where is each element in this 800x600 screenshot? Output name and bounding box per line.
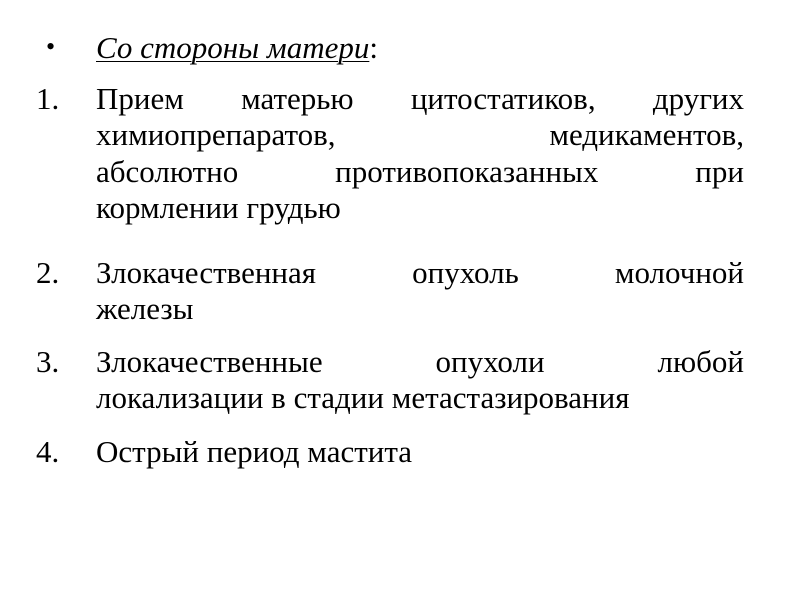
text-line: Прием матерью цитостатиков, других xyxy=(96,81,744,116)
text-line: кормлении грудью xyxy=(96,189,341,225)
list-item-text xyxy=(96,255,744,328)
list-number: 3. xyxy=(36,344,60,379)
text-line: железы xyxy=(96,291,194,327)
heading-colon: : xyxy=(369,30,378,65)
text-line: Злокачественная опухоль молочной xyxy=(96,255,744,290)
bullet-icon: • xyxy=(46,32,56,61)
list-item-text xyxy=(96,81,744,226)
list-item-text xyxy=(96,344,744,417)
text-line: Острый период мастита xyxy=(96,434,413,469)
heading xyxy=(96,30,744,66)
text-line: локализации в стадии метастазирования xyxy=(96,380,630,416)
heading-text: Со стороны матери xyxy=(96,30,370,65)
list-number: 2. xyxy=(36,255,60,290)
text-line: абсолютно противопоказанных при xyxy=(96,153,744,189)
list-number: 4. xyxy=(36,434,60,469)
list-number: 1. xyxy=(36,81,60,116)
text-line: химиопрепаратов, медикаментов, xyxy=(96,117,744,153)
list-item-text xyxy=(96,434,744,470)
text-line: Злокачественные опухоли любой xyxy=(96,344,744,379)
